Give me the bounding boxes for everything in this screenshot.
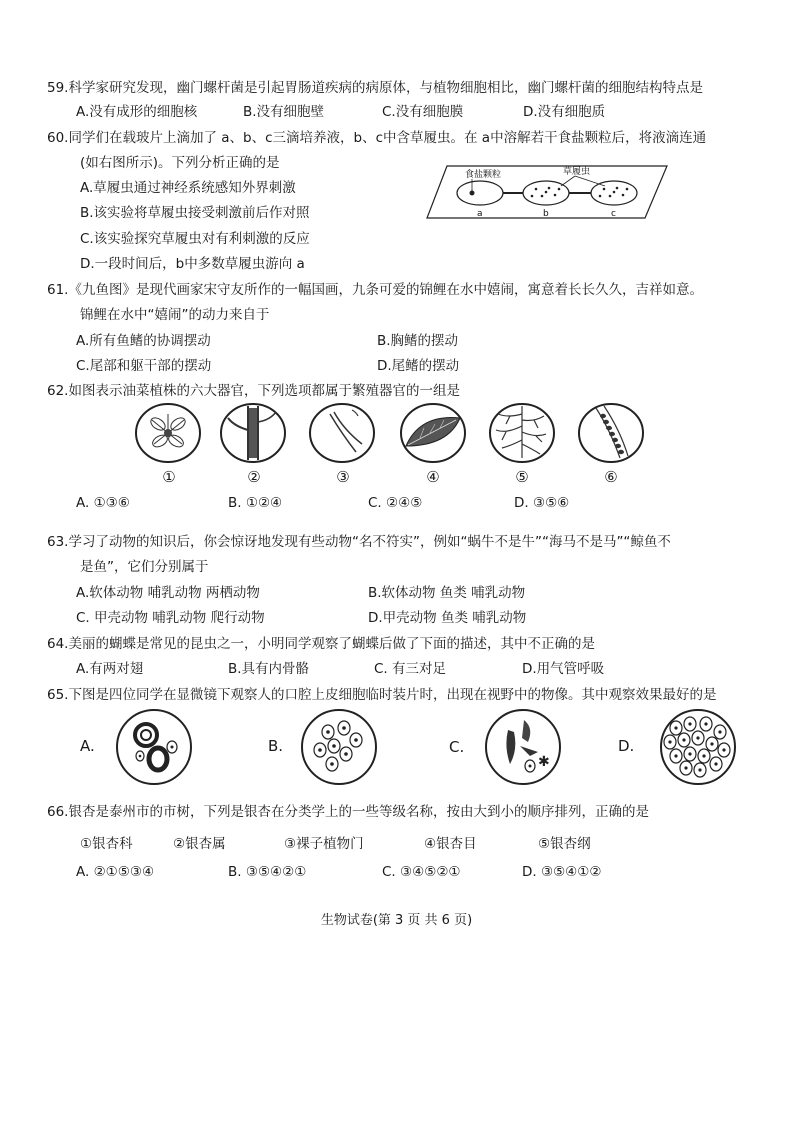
q63-stem-line1: 63.学习了动物的知识后，你会惊讶地发现有些动物“名不符实”，例如“蜗牛不是牛”“海马不是马”“鲸鱼不: [47, 534, 671, 550]
view-b-icon: [302, 710, 376, 784]
q63-option-a: A.软体动物 哺乳动物 两栖动物: [76, 585, 260, 601]
paramecium-slide-figure: [425, 162, 670, 222]
view-c-icon: [486, 710, 560, 784]
rape-plant-organs-figure: [130, 400, 650, 466]
q62-option-a: A. ①③⑥: [76, 495, 130, 511]
q63-stem-line2: 是鱼”，它们分别属于: [80, 559, 209, 575]
page-footer: 生物试卷(第 3 页 共 6 页): [320, 913, 473, 928]
q59-option-a: A.没有成形的细胞核: [76, 104, 198, 120]
q66-stem: 66.银杏是泰州市的市树，下列是银杏在分类学上的一些等级名称，按由大到小的顺序排列，正确的是: [47, 804, 649, 820]
q64-option-d: D.用气管呼吸: [522, 661, 605, 677]
q60-option-b: B.该实验将草履虫接受刺激前后作对照: [80, 205, 310, 221]
q66-option-c: C. ③④⑤②①: [382, 864, 461, 880]
organ-label-3: ③: [336, 468, 350, 486]
q64-option-b: B.具有内骨骼: [228, 661, 310, 677]
q65-label-b: B.: [268, 737, 284, 755]
q59-option-d: D.没有细胞质: [523, 104, 606, 120]
organ-leaf-icon: [401, 404, 465, 462]
q62-option-d: D. ③⑤⑥: [514, 495, 570, 511]
q62-stem: 62.如图表示油菜植株的六大器官，下列选项都属于繁殖器官的一组是: [47, 383, 460, 399]
drop-b-label: b: [543, 209, 549, 219]
organ-pod-icon: [310, 404, 374, 462]
drop-c-label: c: [611, 209, 616, 219]
q61-option-d: D.尾鳍的摆动: [377, 358, 460, 374]
q61-option-b: B.胸鳍的摆动: [377, 333, 459, 349]
q66-item-3: ③裸子植物门: [284, 836, 364, 852]
q64-option-a: A.有两对翅: [76, 661, 144, 677]
q60-option-a: A.草履虫通过神经系统感知外界刺激: [80, 180, 296, 196]
q66-option-d: D. ③⑤④①②: [522, 864, 602, 880]
q60-option-d: D.一段时间后，b中多数草履虫游向 a: [80, 256, 305, 272]
q65-label-a: A.: [80, 737, 95, 755]
q61-stem-line1: 61.《九鱼图》是现代画家宋守友所作的一幅国画，九条可爱的锦鲤在水中嬉闹，寓意着长长久久，吉祥如意。: [47, 282, 703, 298]
drop-a-label: a: [477, 209, 483, 219]
q59-option-b: B.没有细胞壁: [243, 104, 325, 120]
organ-label-4: ④: [426, 468, 440, 486]
q66-item-4: ④银杏目: [424, 836, 477, 852]
organ-stem-icon: [221, 404, 285, 462]
organ-seed-icon: [579, 404, 643, 462]
view-a-icon: [117, 710, 191, 784]
organ-label-5: ⑤: [515, 468, 529, 486]
organ-label-2: ②: [247, 468, 261, 486]
q66-option-a: A. ②①⑤③④: [76, 864, 155, 880]
q64-option-c: C. 有三对足: [374, 661, 447, 677]
q65-label-d: D.: [618, 737, 635, 755]
q60-stem-line1: 60.同学们在载玻片上滴加了 a、b、c三滴培养液，b、c中含草履虫。在 a中溶解若干食盐颗粒后，将液滴连通: [47, 130, 707, 146]
q61-option-c: C.尾部和躯干部的摆动: [76, 358, 212, 374]
q62-option-b: B. ①②④: [228, 495, 283, 511]
q63-option-b: B.软体动物 鱼类 哺乳动物: [368, 585, 526, 601]
q60-stem-line2: (如右图所示)。下列分析正确的是: [80, 155, 280, 171]
salt-grain: [470, 191, 475, 196]
paramecium-label: 草履虫: [563, 167, 591, 177]
svg-text:✱: ✱: [538, 754, 550, 770]
q66-item-2: ②银杏属: [173, 836, 226, 852]
organ-label-6: ⑥: [604, 468, 618, 486]
q60-option-c: C.该实验探究草履虫对有利刺激的反应: [80, 231, 310, 247]
organ-flower-icon: [136, 404, 200, 462]
q59-option-c: C.没有细胞膜: [382, 104, 464, 120]
organ-root-icon: [490, 404, 554, 462]
q66-option-b: B. ③⑤④②①: [228, 864, 307, 880]
q59-stem: 59.科学家研究发现，幽门螺杆菌是引起胃肠道疾病的病原体，与植物细胞相比，幽门螺杆菌的细胞结构特点是: [47, 80, 703, 96]
q65-label-c: C.: [449, 738, 465, 756]
q65-stem: 65.下图是四位同学在显微镜下观察人的口腔上皮细胞临时装片时，出现在视野中的物像。其中观察效果最好的是: [47, 687, 717, 703]
q64-stem: 64.美丽的蝴蝶是常见的昆虫之一，小明同学观察了蝴蝶后做了下面的描述，其中不正确的是: [47, 636, 595, 652]
q63-option-d: D.甲壳动物 鱼类 哺乳动物: [368, 610, 527, 626]
q61-option-a: A.所有鱼鳍的协调摆动: [76, 333, 211, 349]
q66-item-5: ⑤银杏纲: [538, 836, 591, 852]
q62-option-c: C. ②④⑤: [368, 495, 423, 511]
q63-option-c: C. 甲壳动物 哺乳动物 爬行动物: [76, 610, 265, 626]
q66-item-1: ①银杏科: [80, 836, 133, 852]
q61-stem-line2: 锦鲤在水中“嬉闹”的动力来自于: [80, 307, 270, 323]
view-d-icon: [661, 710, 735, 784]
drop-a: [457, 181, 503, 205]
microscope-views-figure: [110, 702, 740, 792]
organ-label-1: ①: [162, 468, 176, 486]
salt-label: 食盐颗粒: [465, 170, 502, 180]
